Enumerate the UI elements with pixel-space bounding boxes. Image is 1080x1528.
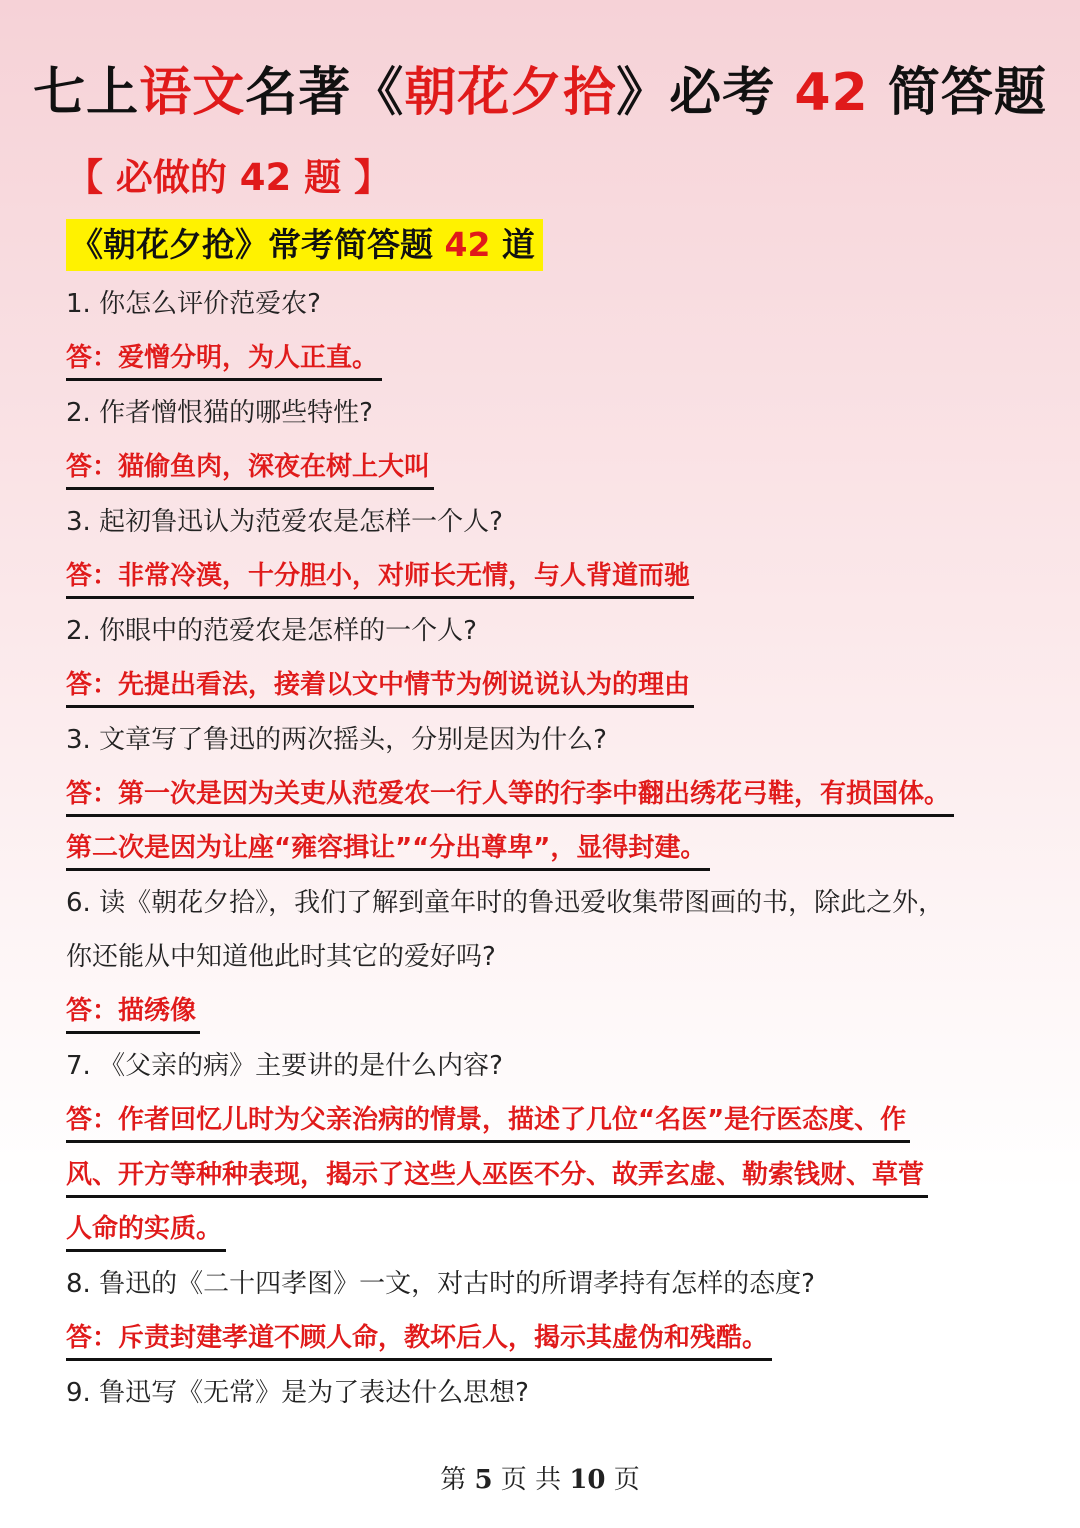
- question-6-line-1: 6. 读《朝花夕拾》，我们了解到童年时的鲁迅爱收集带图画的书，除此之外，: [66, 888, 945, 918]
- page-total: 10: [569, 1465, 606, 1495]
- question-1: 1. 你怎么评价范爱农?: [66, 289, 321, 319]
- question-8: 8. 鲁迅的《二十四孝图》一文，对古时的所谓孝持有怎样的态度?: [66, 1269, 815, 1299]
- answer-7-line-3: 人命的实质。: [66, 1209, 226, 1252]
- subtitle-suffix: 道: [490, 225, 535, 264]
- answer-6: 答：描绣像: [66, 991, 200, 1034]
- title-part: 》必考: [616, 63, 795, 123]
- answer-1: 答：爱憎分明，为人正直。: [66, 338, 382, 381]
- footer-text: 第: [440, 1465, 475, 1495]
- question-2: 2. 作者憎恨猫的哪些特性?: [66, 398, 373, 428]
- subtitle-number: 42: [444, 225, 491, 264]
- question-3: 3. 起初鲁迅认为范爱农是怎样一个人?: [66, 507, 503, 537]
- question-4: 2. 你眼中的范爱农是怎样的一个人?: [66, 616, 477, 646]
- subtitle-prefix: 《朝花夕抢》常考简答题: [70, 225, 445, 264]
- answer-3: 答：非常冷漠，十分胆小，对师长无情，与人背道而驰: [66, 556, 694, 599]
- page-title: [0, 58, 1080, 128]
- title-part: 七上: [33, 63, 140, 123]
- answer-7-line-1: 答：作者回忆儿时为父亲治病的情景，描述了几位“名医”是行医态度、作: [66, 1100, 910, 1143]
- title-part: 简答题: [868, 63, 1047, 123]
- title-part: 42: [794, 63, 869, 123]
- title-part: 名著《: [245, 63, 405, 123]
- answer-5-line-1: 答：第一次是因为关吏从范爱农一行人等的行李中翻出绣花弓鞋，有损国体。: [66, 774, 954, 817]
- question-5: 3. 文章写了鲁迅的两次摇头，分别是因为什么?: [66, 725, 607, 755]
- page-number: 5: [474, 1465, 493, 1495]
- title-part: 朝花夕拾: [404, 63, 617, 123]
- question-9: 9. 鲁迅写《无常》是为了表达什么思想?: [66, 1378, 529, 1408]
- answer-2: 答：猫偷鱼肉，深夜在树上大叫: [66, 447, 434, 490]
- page-footer: [0, 1460, 1080, 1500]
- must-do-heading: 【 必做的 42 题 】: [66, 156, 392, 199]
- answer-5-line-2: 第二次是因为让座“雍容揖让”“分出尊卑”，显得封建。: [66, 828, 710, 871]
- question-7: 7. 《父亲的病》主要讲的是什么内容?: [66, 1051, 503, 1081]
- footer-text: 页 共: [492, 1465, 570, 1495]
- answer-4: 答：先提出看法，接着以文中情节为例说说认为的理由: [66, 665, 694, 708]
- footer-text: 页: [605, 1465, 640, 1495]
- answer-8: 答：斥责封建孝道不顾人命，教坏后人，揭示其虚伪和残酷。: [66, 1318, 772, 1361]
- highlighted-subtitle: [66, 219, 543, 271]
- question-6-line-2: 你还能从中知道他此时其它的爱好吗?: [66, 942, 496, 972]
- title-part: 语文: [139, 63, 246, 123]
- answer-7-line-2: 风、开方等种种表现，揭示了这些人巫医不分、故弄玄虚、勒索钱财、草菅: [66, 1155, 928, 1198]
